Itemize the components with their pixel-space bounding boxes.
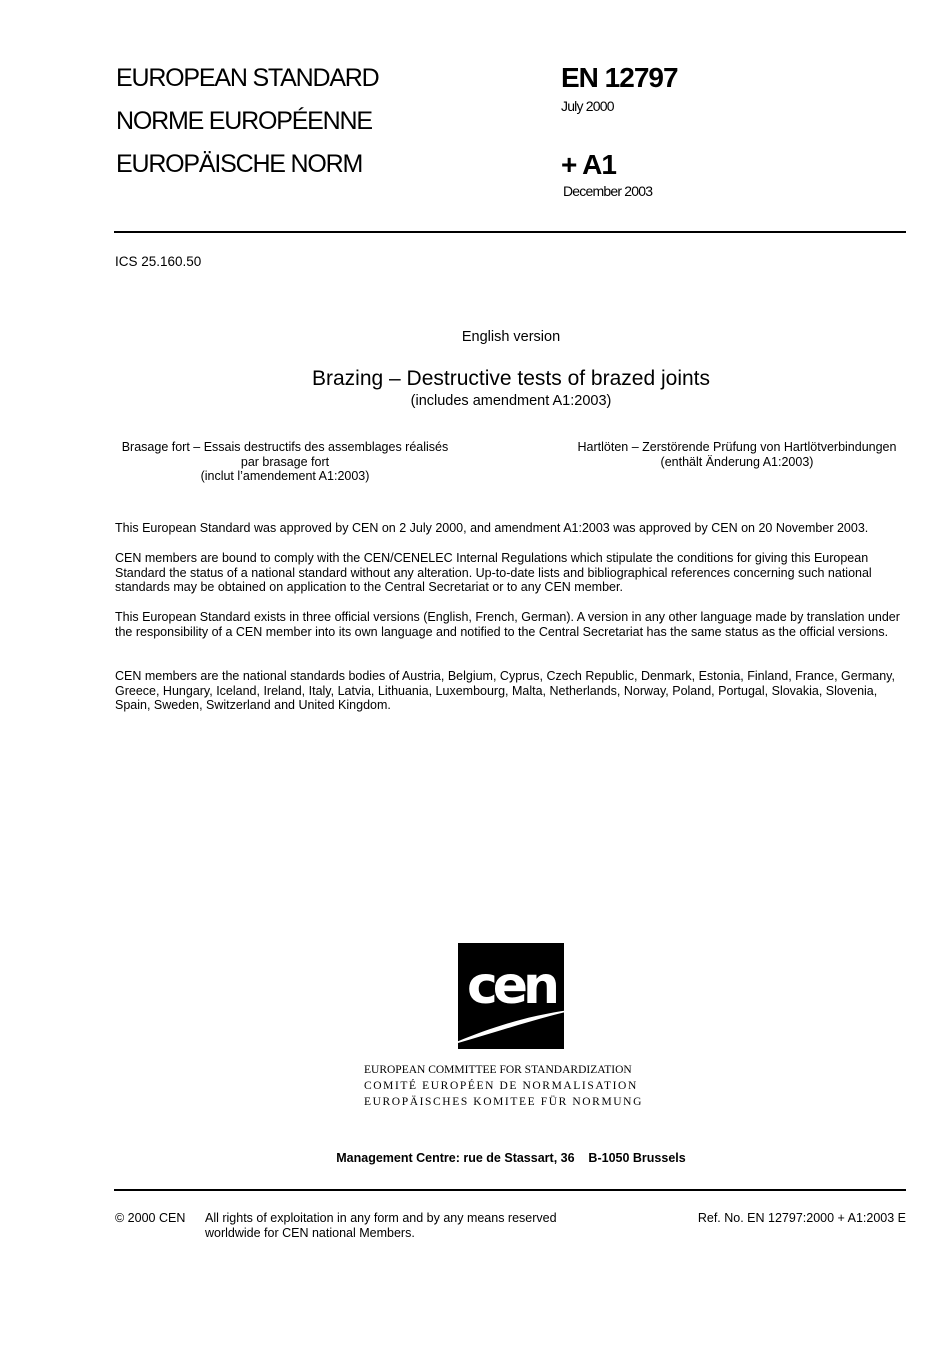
approval-paragraph: This European Standard was approved by CEN on 2 July 2000, and amendment A1:2003 was approved by CEN on 20 November 2003. — [115, 521, 869, 535]
versions-paragraph: This European Standard exists in three official versions (English, French, German). A version in any other language made by translation under the responsibility of a CEN member into its own language and notified to the Central Secretariat has the same status as the official versions. — [115, 610, 900, 639]
french-title-line: par brasage fort — [240, 454, 330, 469]
cen-committee-names — [364, 1062, 643, 1110]
committee-name-german: EUROPÄISCHES KOMITEE FÜR NORMUNG — [364, 1096, 643, 1108]
title-german: EUROPÄISCHE NORM — [116, 150, 363, 178]
ics-code: ICS 25.160.50 — [115, 254, 202, 269]
rights-line: All rights of exploitation in any form and by any means reserved — [205, 1211, 557, 1225]
header-divider — [114, 231, 906, 233]
cen-logo-text: cen — [466, 956, 556, 1016]
regulations-paragraph: CEN members are bound to comply with the CEN/CENELEC Internal Regulations which stipulate the conditions for giving this European Standard the status of a national standard without any alteration. Up-to-date lists and bibliographical references concerning such national standards may be obtained on application to the Central Secretariat or to any CEN member. — [115, 551, 872, 595]
title-french: NORME EUROPÉENNE — [116, 107, 372, 135]
committee-name-french: COMITÉ EUROPÉEN DE NORMALISATION — [364, 1080, 638, 1092]
management-centre-address: Management Centre: rue de Stassart, 36 B-1050 Brussels — [336, 1151, 686, 1165]
amendment-date: December 2003 — [563, 183, 653, 199]
german-title-block — [566, 440, 908, 469]
amendment-number: + A1 — [561, 149, 616, 180]
standard-number: EN 12797 — [561, 62, 678, 93]
copyright-notice: © 2000 CEN — [115, 1211, 186, 1225]
rights-line: worldwide for CEN national Members. — [205, 1225, 415, 1240]
cen-logo — [458, 943, 578, 1051]
committee-name-english: EUROPEAN COMMITTEE FOR STANDARDIZATION — [364, 1064, 632, 1076]
rights-statement — [205, 1211, 605, 1240]
footer-divider — [114, 1189, 906, 1191]
french-title-block — [105, 440, 465, 484]
document-title: Brazing – Destructive tests of brazed joints — [311, 367, 710, 390]
german-title-line: (enthält Änderung A1:2003) — [660, 454, 814, 469]
language-version: English version — [461, 329, 561, 345]
title-english: EUROPEAN STANDARD — [116, 64, 379, 92]
members-paragraph: CEN members are the national standards bodies of Austria, Belgium, Cyprus, Czech Republic, Denmark, Estonia, Finland, France, Germany, Greece, Hungary, Iceland, Ireland, Italy, Latvia, Lithuania, Luxembourg, Malta, Netherlands, Norway, Poland, Portugal, Slovakia, Slovenia, Spain, Sweden, Switzerland and United Kingdom. — [115, 669, 895, 713]
german-title-line: Hartlöten – Zerstörende Prüfung von Hartlötverbindungen — [577, 440, 897, 454]
french-title-line: Brasage fort – Essais destructifs des assemblages réalisés — [121, 440, 449, 454]
document-subtitle: (includes amendment A1:2003) — [410, 393, 612, 409]
french-title-line: (inclut l’amendement A1:2003) — [200, 469, 370, 483]
standard-date: July 2000 — [561, 98, 614, 114]
reference-number: Ref. No. EN 12797:2000 + A1:2003 E — [697, 1211, 906, 1225]
